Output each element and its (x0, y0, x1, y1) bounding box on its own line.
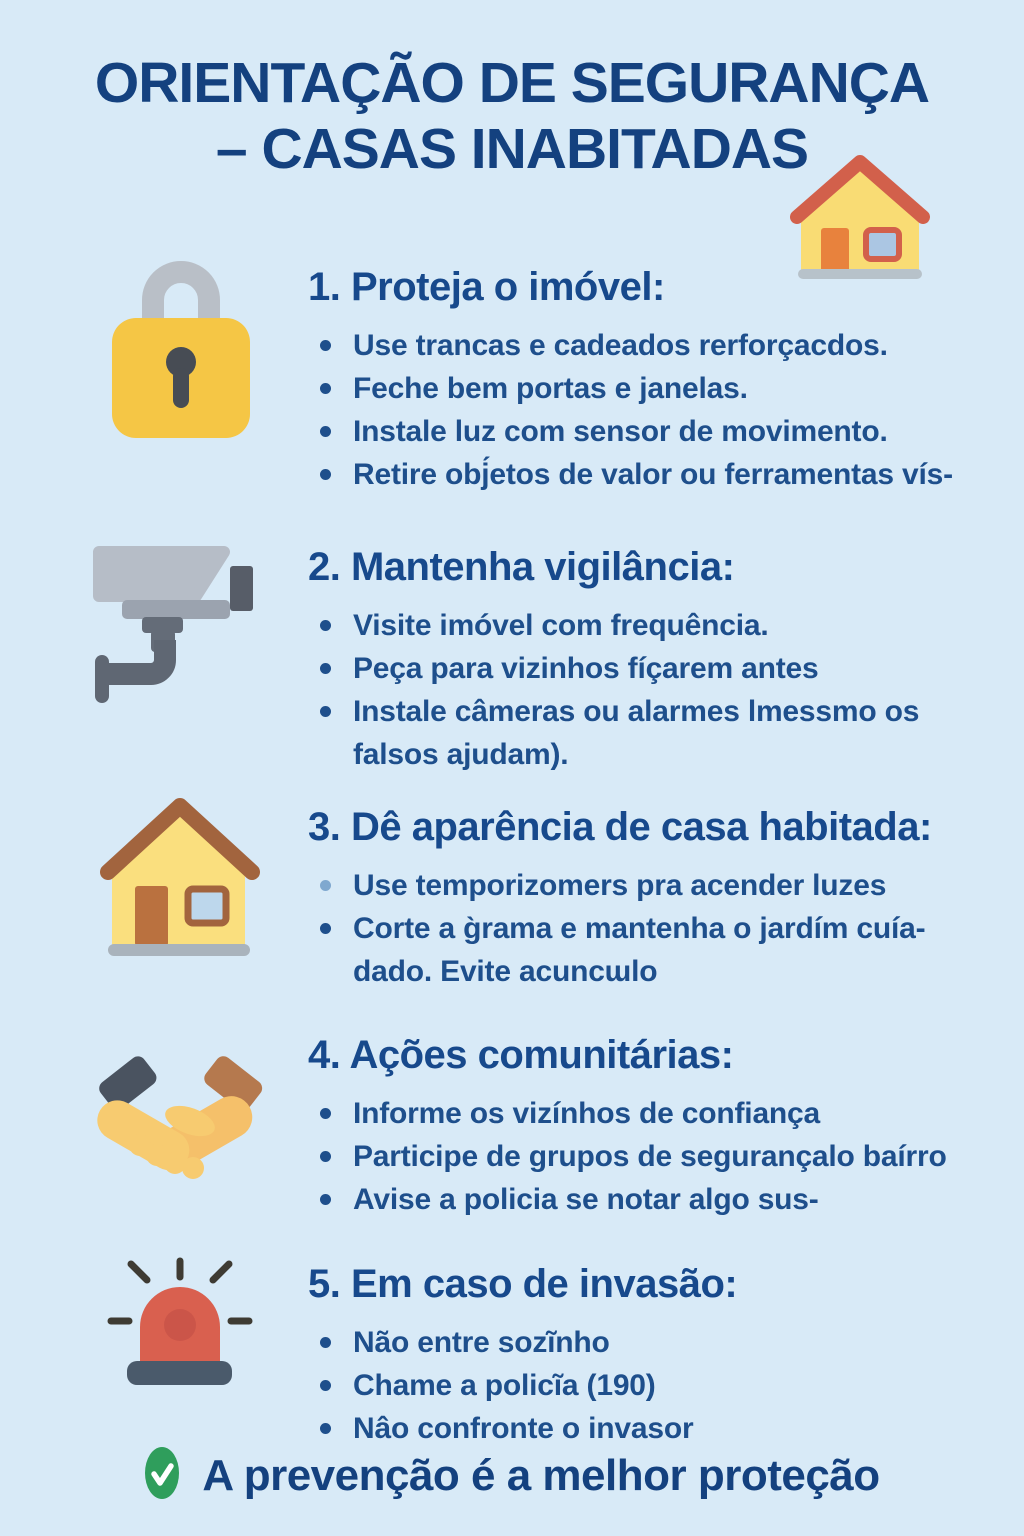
bullet-dot (320, 426, 331, 437)
bullet-text: Informe os vizínhos de confiança (353, 1097, 821, 1130)
bullet-text: Retire obj́etos de valor ou ferramentas vís- (353, 458, 953, 491)
bullet-dot (320, 1108, 331, 1119)
list-item (308, 604, 1024, 647)
bullet-dot (320, 469, 331, 480)
padlock-icon (112, 245, 250, 443)
bullet-text: Participe de grupos de segurançalo baírro (353, 1140, 947, 1173)
bullet-text: Não entre sozĩnho (353, 1326, 610, 1359)
list-item (308, 367, 1024, 410)
house-icon (100, 792, 260, 962)
bullet-text: Use trancas e cadeados rerforçacdos. (353, 329, 888, 362)
title-line-1: ORIENTAÇÃO DE SEGURANÇA (94, 51, 930, 115)
check-icon (144, 1446, 180, 1505)
bullet-list (308, 324, 1024, 496)
bullet-text: Peça para vizinhos fíçarem antes (353, 652, 819, 685)
list-item (308, 453, 1024, 496)
title-line-2: – CASAS INABITADAS (215, 117, 809, 181)
bullet-dot (320, 340, 331, 351)
bullet-list (308, 1092, 1024, 1221)
list-item: Corte a g̀rama e mantenha o jardím cuía- dado. Evite acuncɯlo (308, 907, 1024, 993)
bullet-text: Nâo confronte o invasor (353, 1412, 694, 1445)
bullet-dot (320, 620, 331, 631)
footer-text: A prevenção é a melhor proteção (202, 1450, 880, 1500)
bullet-text: Feche bem portas e janelas. (353, 372, 748, 405)
section-heading: 2. Mantenha vigilância: (308, 545, 735, 589)
section-caso-invasao (0, 1255, 1024, 1450)
list-item (308, 410, 1024, 453)
section-proteja-imovel (0, 245, 1024, 496)
section-heading: 5. Em caso de invasão: (308, 1262, 738, 1306)
section-acoes-comunitarias (0, 1030, 1024, 1221)
list-item (308, 324, 1024, 367)
section-heading: 1. Proteja o imóvel: (308, 265, 665, 309)
bullet-dot (320, 706, 331, 717)
bullet-list (308, 864, 1024, 993)
bullet-text: Instale luz com sensor de movimento. (353, 415, 888, 448)
bullet-list (308, 604, 1024, 776)
bullet-text: Instale câmeras ou alarmes lmessmo os (353, 695, 920, 728)
section-aparencia-habitada (0, 792, 1024, 993)
list-item (308, 864, 1024, 907)
bullet-dot (320, 663, 331, 674)
list-item: Instale câmeras ou alarmes lmessmo os falsos ajudam). (308, 690, 1024, 776)
bullet-dot (320, 383, 331, 394)
section-heading: 4. Ações comunitárias: (308, 1033, 734, 1077)
bullet-dot (320, 1151, 331, 1162)
bullet-dot (320, 1337, 331, 1348)
list-item (308, 1321, 1024, 1364)
bullet-text: Corte a g̀rama e mantenha o jardím cuía- (353, 912, 926, 945)
bullet-dot (320, 1194, 331, 1205)
bullet-dot (320, 1380, 331, 1391)
bullet-dot (320, 923, 331, 934)
bullet-dot (320, 880, 331, 891)
list-item (308, 1178, 1024, 1221)
bullet-text: Visite imóvel com frequência. (353, 609, 769, 642)
bullet-text: Use temporizomers pra acender luzes (353, 869, 887, 902)
cctv-camera-icon (88, 540, 280, 723)
siren-icon (103, 1255, 257, 1400)
section-mantenha-vigilancia (0, 538, 1024, 776)
list-item (308, 1364, 1024, 1407)
handshake-icon (90, 1045, 270, 1195)
list-item (308, 1135, 1024, 1178)
list-item (308, 647, 1024, 690)
list-item (308, 1092, 1024, 1135)
section-heading: 3. Dê aparência de casa habitada: (308, 805, 932, 849)
bullet-text: Avise a policia se notar algo sus- (353, 1183, 819, 1216)
bullet-dot (320, 1423, 331, 1434)
footer-banner (0, 1446, 1024, 1505)
bullet-text: Chame a policĩa (190) (353, 1369, 656, 1402)
bullet-list (308, 1321, 1024, 1450)
list-item (308, 1407, 1024, 1450)
